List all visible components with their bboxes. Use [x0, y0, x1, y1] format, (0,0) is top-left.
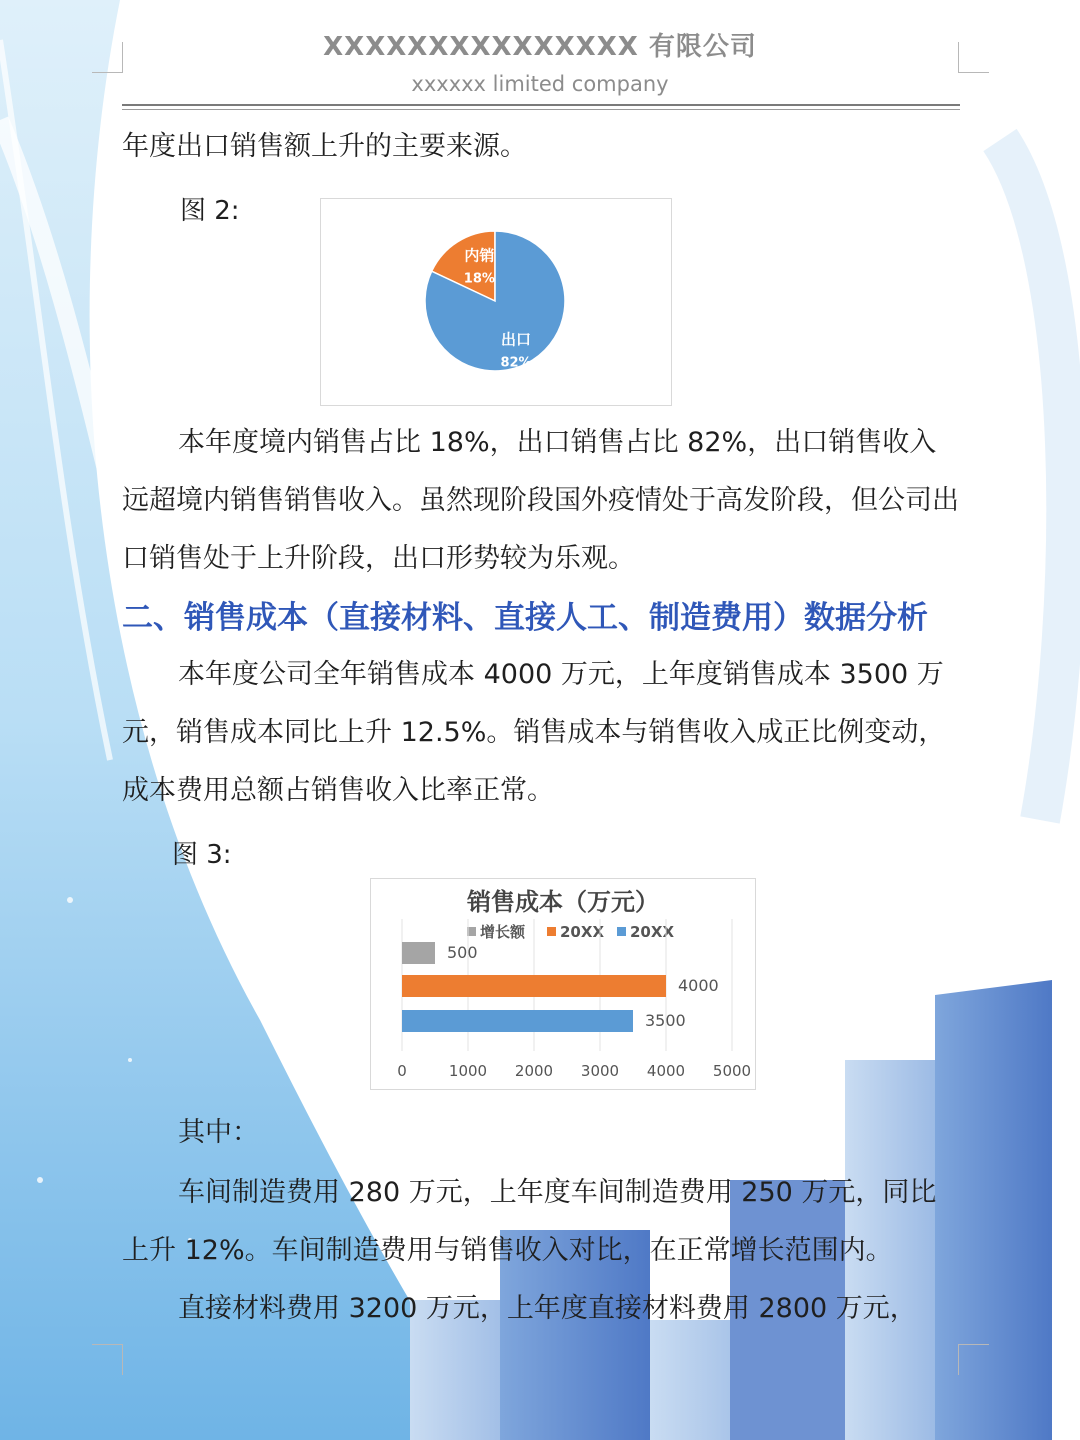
bar-chart-title: 销售成本（万元）: [467, 888, 659, 916]
paragraph-continuation: 年度出口销售额上升的主要来源。: [122, 131, 527, 162]
legend-swatch-2: [617, 927, 626, 936]
bar-0: [402, 942, 435, 964]
x-tick-label: 5000: [712, 1062, 752, 1080]
paragraph-among: 其中：: [178, 1117, 259, 1148]
paragraph-sales-cost: 本年度公司全年销售成本 4000 万元，上年度销售成本 3500 万元，销售成本同比上升 12.5%。销售成本与销售收入成正比例变动，成本费用总额占销售收入比率正常。: [122, 659, 946, 806]
paragraph-workshop-cost: 车间制造费用 280 万元，上年度车间制造费用 250 万元，同比上升 12%。车间制造费用与销售收入对比，在正常增长范围内。: [122, 1177, 937, 1266]
pie-label-0: 内销: [464, 246, 495, 265]
x-tick-label: 3000: [580, 1062, 620, 1080]
section-heading: 二、销售成本（直接材料、直接人工、制造费用）数据分析: [122, 600, 928, 636]
legend-label-1: 20XX: [560, 923, 605, 941]
header-rule: [122, 104, 960, 106]
header-company-name-en: xxxxxx limited company: [411, 72, 669, 96]
x-tick-label: 2000: [514, 1062, 554, 1080]
paragraph-material-cost: 直接材料费用 3200 万元，上年度直接材料费用 2800 万元，: [178, 1293, 917, 1324]
header-company-name: XXXXXXXXXXXXXXX 有限公司: [323, 32, 757, 62]
legend-label-0: 增长额: [480, 923, 526, 941]
bar-2: [402, 1010, 633, 1032]
x-tick-label: 4000: [646, 1062, 686, 1080]
pie-value-label-1: 82%: [500, 355, 532, 371]
x-tick-label: 1000: [448, 1062, 488, 1080]
pie-chart: [320, 198, 672, 406]
bar-value-label-1: 4000: [678, 976, 719, 995]
pie-label-1: 出口: [500, 330, 532, 349]
corner-mark-br: [958, 1344, 989, 1375]
bar-chart: [370, 878, 756, 1090]
figure-2-label: 图 2:: [180, 196, 240, 226]
header-rule-thin: [122, 109, 960, 110]
legend-label-2: 20XX: [630, 923, 675, 941]
pie-value-label-0: 18%: [463, 271, 495, 287]
bar-value-label-0: 500: [447, 943, 478, 962]
x-tick-label: 0: [397, 1062, 407, 1080]
paragraph-sales-share: 本年度境内销售占比 18%，出口销售占比 82%，出口销售收入远超境内销售销售收入。虽然现阶段国外疫情处于高发阶段，但公司出口销售处于上升阶段，出口形势较为乐观。: [122, 427, 959, 574]
legend-swatch-1: [547, 927, 556, 936]
bar-1: [402, 975, 666, 997]
corner-mark-bl: [92, 1344, 123, 1375]
bar-value-label-2: 3500: [645, 1011, 686, 1030]
figure-3-label: 图 3:: [172, 840, 232, 870]
